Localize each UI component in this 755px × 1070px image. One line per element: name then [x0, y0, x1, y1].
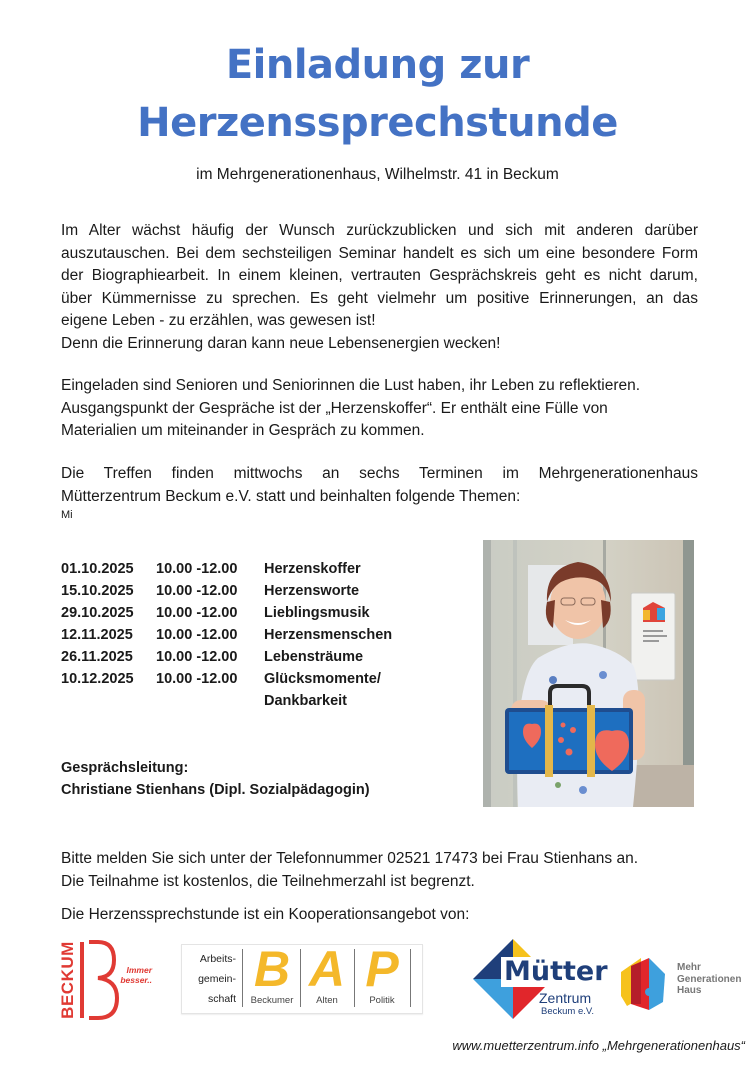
bap-word-politik: Politik [369, 995, 395, 1006]
schedule-row [61, 690, 392, 712]
leader-label: Gesprächsleitung: [61, 760, 189, 776]
mgh-line-1: Mehr [677, 962, 701, 973]
schedule-date: 01.10.2025 [61, 561, 134, 577]
discussion-leader [61, 757, 370, 801]
schedule-topic: Glücksmomente/ [264, 671, 381, 687]
intro-line: Denn die Erinnerung daran kann neue Lebensenergien wecken! [61, 334, 501, 352]
bap-prefix-2: gemein- [198, 973, 236, 985]
schedule-topic: Herzensworte [264, 583, 360, 599]
beckum-b-icon [80, 940, 120, 1020]
beckum-slogan-2: besser.. [120, 975, 152, 985]
registration-line: Die Teilnahme ist kostenlos, die Teilnehmerzahl ist begrenzt. [61, 872, 475, 890]
schedule-date: 26.11.2025 [61, 649, 133, 665]
bap-letter-a: A [308, 941, 346, 997]
beckum-logo [58, 940, 158, 1020]
intro-line: auszutauschen. Bei dem sechsteiligen Seminar handelt es sich um eine besondere Form [61, 244, 698, 262]
meetings-paragraph [61, 463, 698, 508]
title-line-1: Einladung zur [225, 42, 530, 88]
bap-prefix-3: schaft [207, 993, 236, 1005]
beckum-slogan-1: Immer [126, 965, 152, 975]
schedule-time: 10.00 -12.00 [156, 561, 238, 577]
schedule-topic: Herzensmenschen [264, 627, 393, 643]
text-fragment: Mi [61, 509, 73, 521]
intro-line: Im Alter wächst häufig der Wunsch zurückzublicken und sich mit anderen darüber [61, 222, 698, 239]
schedule-time: 10.00 -12.00 [156, 605, 238, 621]
schedule-topic: Lebensträume [264, 649, 364, 665]
muetter-zentrum: Zentrum [539, 990, 592, 1006]
schedule-table [61, 558, 392, 712]
meetings-line: Die Treffen finden mittwochs an sechs Terminen im Mehrgenerationenhaus [61, 465, 698, 482]
intro-line: der Biographiearbeit. In einem kleinen, vertrauten Gesprächskreis geht es nicht darum, [61, 267, 698, 284]
bap-letter-p: P [365, 941, 399, 997]
registration-line: Bitte melden Sie sich unter der Telefonnummer 02521 17473 bei Frau Stienhans an. [61, 850, 639, 867]
muetter-beckum: Beckum e.V. [541, 1006, 594, 1017]
schedule-time [156, 690, 264, 712]
schedule-date [61, 690, 156, 712]
schedule-date: 12.11.2025 [61, 627, 133, 643]
schedule-time: 10.00 -12.00 [156, 627, 238, 643]
schedule-row [61, 624, 392, 646]
intro-paragraph [61, 220, 698, 355]
photo-woman-with-suitcase [483, 540, 694, 807]
invite-line: Ausgangspunkt der Gespräche ist der „Herzenskoffer“. Er enthält eine Fülle von [61, 399, 608, 417]
cooperation-text: Die Herzenssprechstunde ist ein Kooperationsangebot von: [61, 906, 470, 923]
intro-line: über Kümmernisse zu sprechen. Es geht vielmehr um positive Erinnerungen, an das [61, 289, 698, 307]
subtitle: im Mehrgenerationenhaus, Wilhelmstr. 41 in Beckum [196, 166, 559, 183]
muetter-word: Mütter [501, 957, 611, 987]
footer-url: www.muetterzentrum.info „Mehrgenerationenhaus“ [452, 1038, 745, 1053]
invite-paragraph [61, 375, 698, 443]
bap-word-alten: Alten [316, 995, 338, 1006]
meetings-line: Mütterzentrum Beckum e.V. statt und beinhalten folgende Themen: [61, 487, 521, 505]
schedule-date: 29.10.2025 [61, 605, 134, 621]
schedule-time: 10.00 -12.00 [156, 649, 238, 665]
invite-line: Materialien um miteinander in Gespräch zu kommen. [61, 422, 425, 439]
schedule-row [61, 602, 392, 624]
title-line-2: Herzenssprechstunde [137, 100, 618, 146]
schedule-date: 15.10.2025 [61, 583, 134, 599]
invite-line: Eingeladen sind Senioren und Seniorinnen die Lust haben, ihr Leben zu reflektieren. [61, 377, 641, 394]
schedule-row [61, 646, 392, 668]
mgh-house-icon [617, 956, 667, 1010]
bap-letter-b: B [253, 941, 291, 997]
schedule-row [61, 668, 392, 690]
bap-prefix-1: Arbeits- [199, 953, 236, 965]
mgh-line-3: Haus [677, 985, 702, 996]
bap-logo [181, 941, 423, 1014]
mehrgenerationenhaus-logo [617, 956, 752, 1012]
schedule-topic: Lieblingsmusik [264, 605, 370, 621]
schedule-time: 10.00 -12.00 [156, 671, 238, 687]
schedule-date: 10.12.2025 [61, 671, 134, 687]
schedule-time: 10.00 -12.00 [156, 583, 238, 599]
muetterzentrum-logo [473, 937, 608, 1022]
schedule-row [61, 580, 392, 602]
mgh-line-2: Generationen [677, 973, 742, 985]
registration-paragraph [61, 848, 698, 893]
schedule-row [61, 558, 392, 580]
intro-line: eigene Leben - zu erzählen, was gewesen ist! [61, 312, 376, 329]
leader-name: Christiane Stienhans (Dipl. Sozialpädagogin) [61, 782, 370, 798]
bap-word-beckumer: Beckumer [250, 995, 294, 1006]
schedule-topic: Herzenskoffer [264, 561, 361, 577]
schedule-topic: Dankbarkeit [264, 693, 348, 709]
beckum-wordmark: BECKUM [58, 941, 77, 1019]
